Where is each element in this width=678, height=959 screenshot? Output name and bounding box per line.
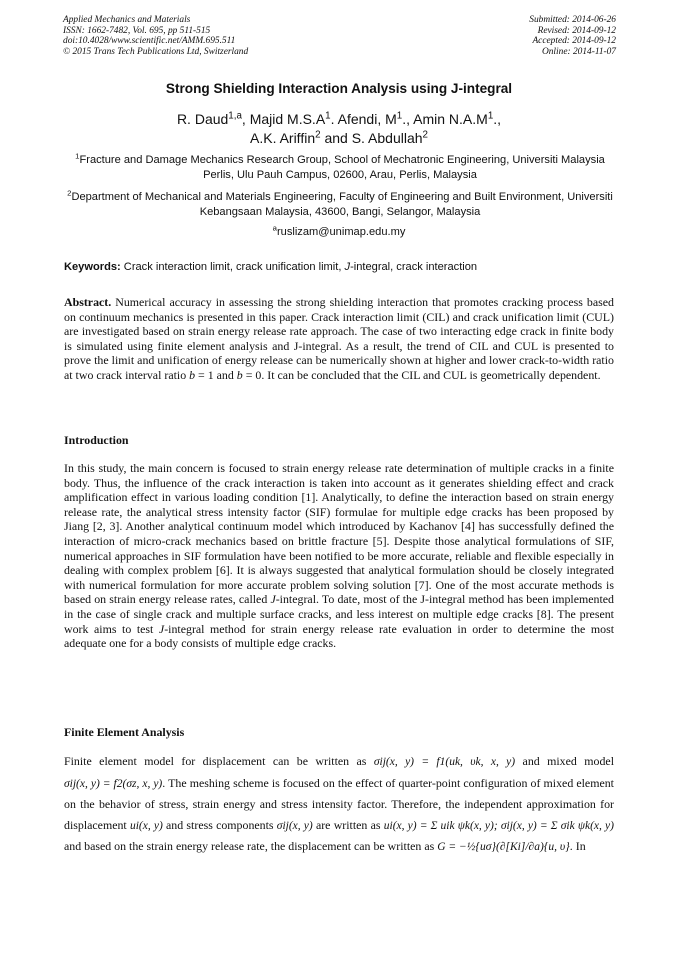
email-sup: a	[272, 223, 277, 233]
author-sup: 1,a	[228, 110, 242, 122]
journal-header-left	[63, 15, 248, 57]
journal-header-right	[529, 15, 616, 57]
equation-energy-release: G = −½{uσ}(∂[Ki]/∂a){u, υ}	[437, 841, 570, 854]
abstract-var: b	[236, 367, 243, 382]
date-revised: Revised: 2014-09-12	[537, 25, 616, 36]
fea-text-run: are written as	[312, 817, 384, 832]
author-name: and S. Abdullah	[320, 130, 423, 146]
keywords-text: Crack interaction limit, crack unification limit,	[120, 261, 345, 273]
intro-italic: J	[158, 621, 165, 636]
author-sup: 1	[396, 110, 403, 122]
abstract	[64, 295, 614, 383]
intro-text: -integral. To date, most of the J-integral method has been implemented in the case of single crack and multiple surface cracks, and less interest on multiple edge cracks [8]. The present work aims to test	[64, 592, 614, 636]
fea-text-run: and mixed model	[515, 754, 615, 768]
author-punct: .,	[493, 111, 502, 127]
journal-name: Applied Mechanics and Materials	[63, 15, 191, 25]
keywords	[64, 261, 616, 273]
keywords-label: Keywords:	[64, 261, 121, 273]
abstract-text: = 1 and	[195, 367, 237, 382]
fea-text-run: Finite element model for displacement can be written as	[64, 754, 374, 768]
author-email[interactable]	[0, 223, 678, 238]
author-sup: 1	[325, 110, 331, 122]
introduction-text	[64, 461, 614, 651]
equation-ui: ui(x, y)	[129, 819, 163, 832]
fea-text-run: and stress components	[162, 817, 277, 832]
affiliation-sup: 2	[67, 188, 72, 198]
email-address[interactable]: ruslizam@unimap.edu.my	[276, 226, 406, 238]
intro-text: -integral method for strain energy release rate evaluation in order to determine the most adequate one for a body consists of multiple edge cracks.	[64, 621, 614, 651]
date-submitted: Submitted: 2014-06-26	[529, 15, 616, 25]
author-name: . Afendi, M	[330, 111, 397, 127]
keywords-text: -integral, crack interaction	[350, 261, 478, 273]
fea-heading: Finite Element Analysis	[64, 725, 185, 739]
journal-issn: ISSN: 1662-7482, Vol. 695, pp 511-515	[63, 25, 211, 36]
affiliation-1	[60, 153, 620, 182]
equation-approximation: ui(x, y) = Σ uik ψk(x, y); σij(x, y) = Σ σik ψk(x, y)	[383, 819, 614, 832]
author-name: , Majid M.S.A	[241, 111, 326, 127]
equation-mixed-model: σij(x, y) = f2(σz, x, y)	[64, 777, 163, 790]
date-accepted: Accepted: 2014-09-12	[532, 36, 616, 47]
intro-italic: J	[270, 592, 276, 607]
fea-text	[64, 751, 614, 858]
author-name: R. Daud	[176, 111, 229, 127]
author-line-1	[0, 110, 678, 129]
affiliation-text: Department of Mechanical and Materials Engineering, Faculty of Engineering and Built Environment, Universiti Kebangsaan Malaysia, 43600, Bangi, Selangor, Malaysia	[71, 191, 613, 218]
fea-text-run: . In	[569, 839, 586, 854]
introduction-heading: Introduction	[64, 433, 129, 447]
abstract-label: Abstract.	[64, 295, 112, 309]
journal-doi: doi:10.4028/www.scientific.net/AMM.695.511	[63, 36, 236, 47]
author-name: ., Amin N.A.M	[402, 111, 488, 127]
intro-text: In this study, the main concern is focused to strain energy release rate determination of multiple cracks in a finite body. Thus, the influence of the crack interaction is taken into account as it generates shielding effect and crack amplification effect in various loading condition [1]. Analytically, to define the interaction based on strain energy release rate, the analytical stress intensity factor (SIF) formulae for multiple edge cracks has been proposed by Jiang [2, 3]. Another analytical continuum model which introduced by Kachanov [4] has successfully defined the interaction of micro-crack mechanics based on brittle fracture [5]. Despite those analytical formulations of SIF, numerical approaches in SIF formulation have been notified to be more accurate, reliable and flexible especially in dealing with complex problem [6]. It is always suggested that analytical formulation should be closely integrated with numerical formulation for more accurate problem solving solution [7]. One of the most accurate methods is based on strain energy release rates, called	[64, 461, 614, 607]
abstract-text: = 0. It can be concluded that the CIL and CUL is geometrically dependent.	[242, 367, 601, 382]
author-list	[0, 110, 678, 148]
author-sup: 2	[422, 129, 428, 141]
affiliation-2	[60, 190, 620, 219]
author-name: A.K. Ariffin	[250, 130, 316, 146]
author-sup: 1	[487, 110, 494, 122]
equation-displacement: σij(x, y) = f1(uk, υk, x, y)	[373, 756, 516, 768]
fea-text-run: and based on the strain energy release rate, the displacement can be written as	[64, 839, 438, 854]
abstract-text: Numerical accuracy in assessing the strong shielding interaction that promotes cracking process based on continuum mechanics is presented in this paper. Crack interaction limit (CIL) and crack unification limit (CUL) are investigated based on strain energy release rate approach. The case of two interacting edge crack in finite body is simulated using finite element analysis and J-integral. As a result, the trend of CIL and CUL is presented to prove the limit and unification of energy release can be numerically shown at higher and lower crack-to-width ratio at two crack interval ratio	[64, 295, 614, 382]
author-sup: 2	[315, 129, 321, 141]
fea-text-run: . The meshing scheme is focused on the effect of quarter-point configuration of mixed element on the behavior of stress, strain energy and stress intensity factor. Therefore, the independent approximation for displacement	[64, 775, 614, 832]
journal-copyright: © 2015 Trans Tech Publications Ltd, Switzerland	[63, 46, 249, 57]
author-line-2	[0, 129, 678, 148]
affiliation-text: Fracture and Damage Mechanics Research Group, School of Mechatronic Engineering, Universiti Malaysia Perlis, Ulu Pauh Campus, 02600, Arau, Perlis, Malaysia	[79, 154, 605, 181]
date-online: Online: 2014-11-07	[541, 46, 616, 57]
keywords-italic: J	[344, 261, 351, 273]
paper-title: Strong Shielding Interaction Analysis using J-integral	[165, 81, 513, 96]
abstract-var: b	[189, 367, 196, 382]
affiliation-sup: 1	[75, 151, 80, 161]
equation-sigma: σij(x, y)	[276, 819, 313, 832]
